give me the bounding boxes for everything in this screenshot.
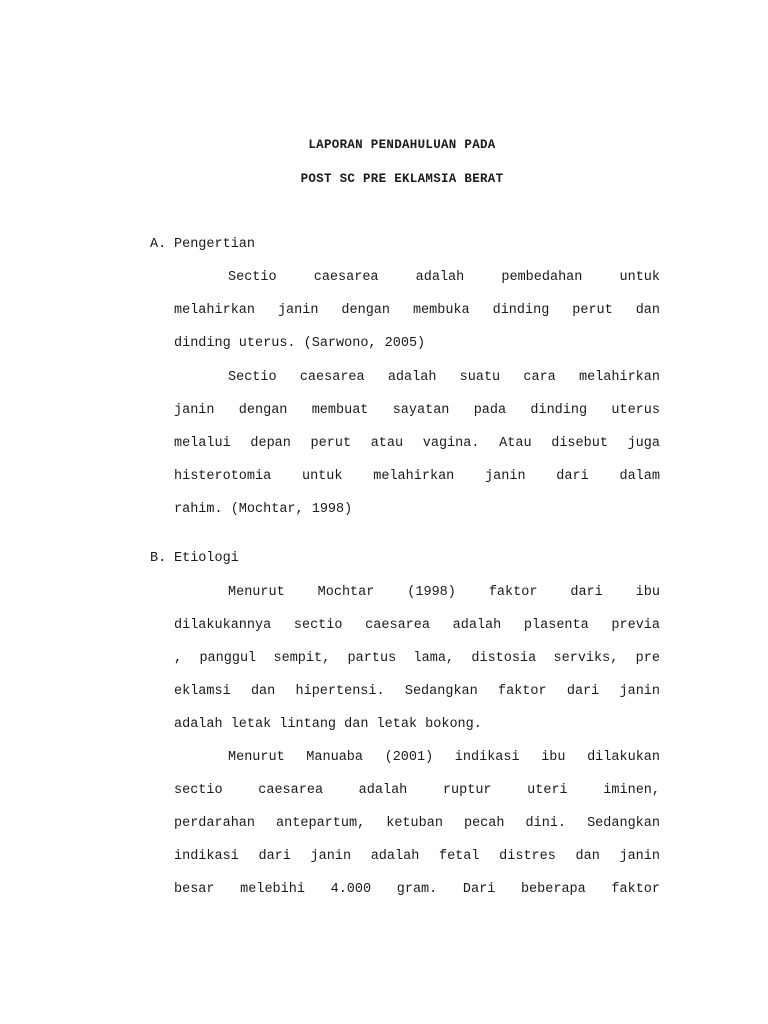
paragraph-line: sectio caesarea adalah ruptur uteri iminen,	[174, 783, 660, 798]
paragraph-line: , panggul sempit, partus lama, distosia serviks, pre	[174, 651, 660, 666]
paragraph-etiologi-2	[174, 750, 660, 915]
paragraph-line: rahim. (Mochtar, 1998)	[174, 502, 353, 517]
section-letter: A.	[150, 237, 167, 252]
paragraph-line: perdarahan antepartum, ketuban pecah dini. Sedangkan	[174, 816, 660, 831]
section-title: Pengertian	[174, 237, 256, 252]
paragraph-line: dilakukannya sectio caesarea adalah plasenta previa	[174, 618, 660, 633]
paragraph-line: melahirkan janin dengan membuka dinding perut dan	[174, 303, 660, 318]
paragraph-line: janin dengan membuat sayatan pada dinding uterus	[174, 403, 660, 418]
section-letter: B.	[150, 551, 167, 566]
paragraph-line: melalui depan perut atau vagina. Atau disebut juga	[174, 436, 660, 451]
paragraph-line: eklamsi dan hipertensi. Sedangkan faktor dari janin	[174, 684, 660, 699]
paragraph-pengertian-2	[174, 370, 660, 535]
section-heading-pengertian	[150, 237, 255, 253]
paragraph-line: besar melebihi 4.000 gram. Dari beberapa faktor	[174, 882, 660, 897]
paragraph-line: adalah letak lintang dan letak bokong.	[174, 717, 482, 732]
paragraph-line: histerotomia untuk melahirkan janin dari dalam	[174, 469, 660, 484]
section-title: Etiologi	[174, 551, 239, 566]
section-heading-etiologi	[150, 551, 239, 567]
paragraph-pengertian-1	[174, 270, 660, 369]
paragraph-line: dinding uterus. (Sarwono, 2005)	[174, 336, 426, 351]
paragraph-line: indikasi dari janin adalah fetal distres dan janin	[174, 849, 660, 864]
paragraph-etiologi-1	[174, 585, 660, 750]
document-title-line-2: POST SC PRE EKLAMSIA BERAT	[300, 172, 504, 186]
paragraph-line: Sectio caesarea adalah pembedahan untuk	[228, 270, 660, 285]
document-title-line-1: LAPORAN PENDAHULUAN PADA	[308, 138, 496, 152]
paragraph-line: Sectio caesarea adalah suatu cara melahirkan	[228, 370, 660, 385]
paragraph-line: Menurut Manuaba (2001) indikasi ibu dilakukan	[228, 750, 660, 765]
paragraph-line: Menurut Mochtar (1998) faktor dari ibu	[228, 585, 660, 600]
